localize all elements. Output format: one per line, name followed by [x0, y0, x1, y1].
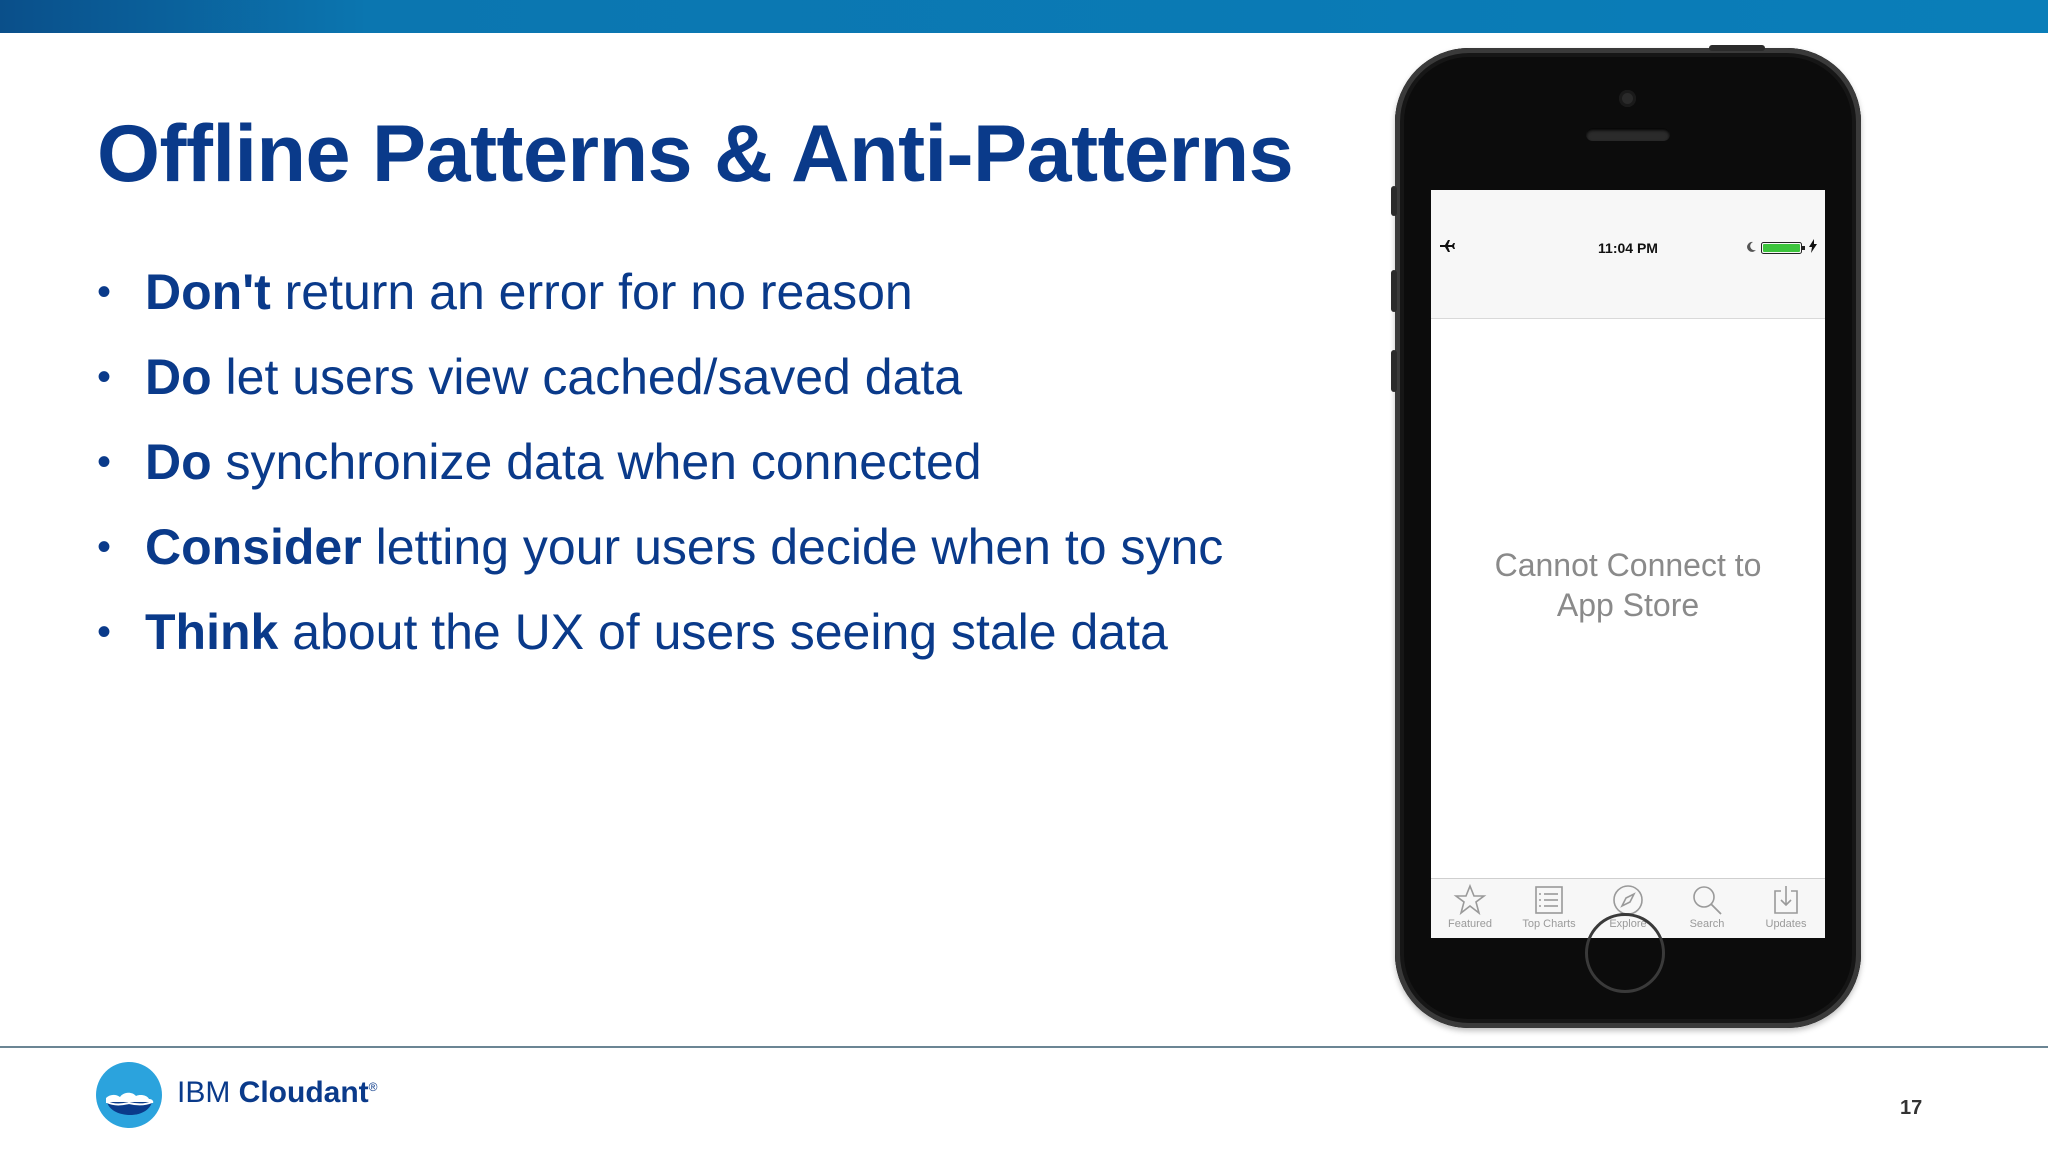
phone-screen	[1431, 190, 1825, 938]
download-icon	[1769, 883, 1803, 917]
phone-mockup	[1395, 48, 1861, 1028]
slide-title: Offline Patterns & Anti-Patterns	[97, 109, 1294, 199]
tab-top-charts[interactable]	[1510, 879, 1588, 938]
tab-label: Search	[1689, 918, 1725, 930]
volume-down-button	[1391, 350, 1397, 392]
bullet-item	[97, 250, 1223, 335]
tab-updates[interactable]	[1747, 879, 1825, 938]
connection-error-message	[1431, 545, 1825, 625]
bullet-text: about the UX of users seeing stale data	[278, 604, 1168, 660]
status-bar	[1431, 190, 1825, 319]
status-time: 11:04 PM	[1598, 240, 1658, 256]
moon-icon	[1745, 240, 1757, 258]
power-button	[1709, 45, 1765, 51]
page-number: 17	[1900, 1097, 1923, 1119]
bullet-marker: •	[97, 610, 112, 654]
top-banner	[0, 0, 2048, 33]
tab-label: Top Charts	[1522, 918, 1576, 930]
bullet-keyword: Do	[145, 349, 212, 405]
bullet-marker: •	[97, 270, 112, 314]
brand-prefix: IBM	[177, 1076, 239, 1109]
compass-icon	[1611, 883, 1645, 917]
tab-label: Updates	[1765, 918, 1807, 930]
footer-divider	[0, 1046, 2048, 1048]
bullet-marker: •	[97, 440, 112, 484]
mute-switch	[1391, 186, 1397, 216]
bullet-text: synchronize data when connected	[211, 434, 982, 490]
volume-up-button	[1391, 270, 1397, 312]
bullet-keyword: Think	[145, 604, 279, 660]
bullet-list	[97, 250, 1223, 675]
home-button	[1585, 913, 1665, 993]
bullet-item	[97, 505, 1223, 590]
bullet-keyword: Do	[145, 434, 212, 490]
brand-name: Cloudant	[238, 1076, 369, 1109]
list-icon	[1532, 883, 1566, 917]
tab-featured[interactable]	[1431, 879, 1509, 938]
tab-label: Explore	[1609, 918, 1647, 930]
charging-bolt-icon	[1809, 239, 1817, 258]
battery-icon	[1761, 241, 1807, 259]
bullet-keyword: Don't	[145, 264, 271, 320]
bullet-item	[97, 335, 1223, 420]
bullet-marker: •	[97, 525, 112, 569]
search-icon	[1690, 883, 1724, 917]
cloudant-logo-icon	[96, 1062, 162, 1128]
bullet-item	[97, 590, 1223, 675]
bullet-text: return an error for no reason	[270, 264, 913, 320]
star-icon	[1453, 883, 1487, 917]
tab-label: Featured	[1447, 918, 1493, 930]
bullet-item	[97, 420, 1223, 505]
error-line-2: App Store	[1556, 587, 1700, 623]
brand-wordmark	[177, 1076, 378, 1110]
bullet-marker: •	[97, 355, 112, 399]
error-line-1: Cannot Connect to	[1494, 547, 1762, 583]
bullet-text: letting your users decide when to sync	[361, 519, 1224, 575]
registered-mark: ®	[368, 1080, 378, 1094]
bullet-keyword: Consider	[145, 519, 362, 575]
bullet-text: let users view cached/saved data	[211, 349, 963, 405]
front-camera	[1619, 90, 1636, 107]
earpiece-speaker	[1586, 128, 1670, 141]
tab-search[interactable]	[1668, 879, 1746, 938]
